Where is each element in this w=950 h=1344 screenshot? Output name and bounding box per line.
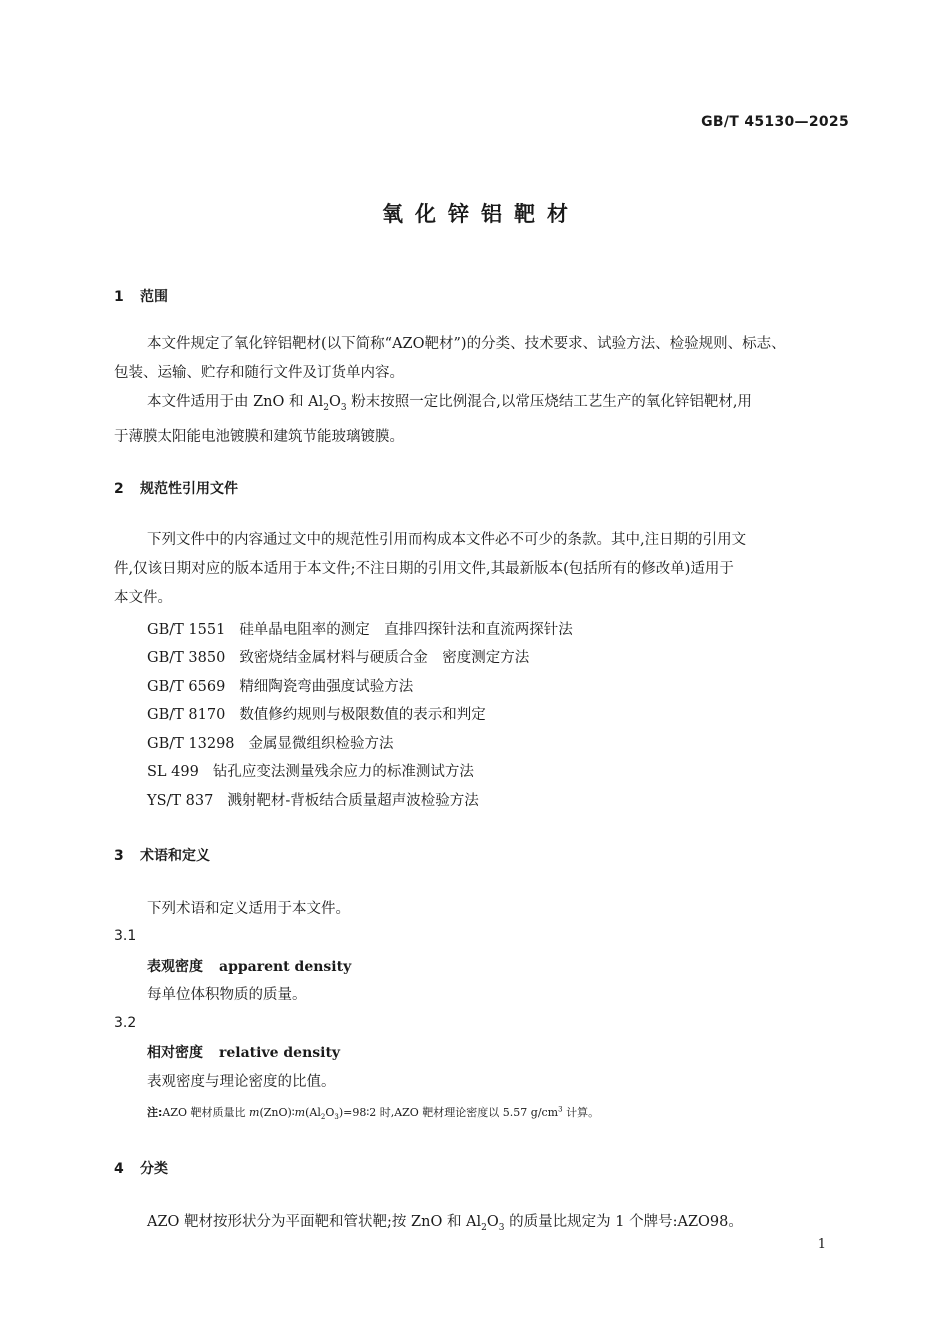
term-chinese: 表观密度 (147, 959, 203, 975)
section-1-paragraph-2 (114, 388, 852, 452)
section-4-paragraph (147, 1210, 743, 1233)
term-chinese: 相对密度 (147, 1045, 203, 1061)
reference-code: GB/T 8170 (147, 707, 226, 723)
reference-item (147, 703, 486, 724)
section-title: 分类 (140, 1161, 168, 1177)
text-run: 本文件适用于由 ZnO 和 Al (147, 394, 324, 410)
section-1-heading (114, 286, 168, 306)
reference-code: YS/T 837 (147, 793, 214, 809)
note-label: 注: (147, 1106, 163, 1119)
reference-title: 溅射靶材-背板结合质量超声波检验方法 (227, 793, 479, 809)
reference-title: 精细陶瓷弯曲强度试验方法 (239, 679, 414, 695)
reference-item (147, 789, 479, 810)
section-3-heading (114, 845, 210, 865)
subscript: 2 (481, 1222, 487, 1233)
text-line (114, 388, 852, 423)
reference-title: 金属显微组织检验方法 (248, 736, 394, 752)
text-run: O (486, 1214, 499, 1230)
page-number: 1 (817, 1237, 826, 1252)
term-number: 3.1 (114, 928, 137, 944)
section-title: 术语和定义 (140, 848, 210, 864)
subscript: 3 (334, 1113, 339, 1122)
reference-code: GB/T 1551 (147, 622, 226, 638)
term-definition: 每单位体积物质的质量。 (147, 987, 307, 1003)
superscript: 3 (558, 1105, 563, 1114)
term-english: relative density (219, 1045, 341, 1061)
reference-title: 致密烧结金属材料与硬质合金 密度测定方法 (239, 650, 530, 666)
section-title: 范围 (140, 289, 168, 305)
section-4-heading (114, 1158, 168, 1178)
reference-code: GB/T 3850 (147, 650, 226, 666)
reference-title: 数值修约规则与极限数值的表示和判定 (239, 707, 486, 723)
term-definition: 表观密度与理论密度的比值。 (147, 1074, 336, 1090)
section-2-paragraph-1 (114, 526, 852, 613)
subscript: 3 (340, 402, 347, 413)
term-english: apparent density (219, 959, 352, 975)
text-run: O (325, 1106, 335, 1119)
section-1-paragraph-1 (114, 330, 852, 388)
text-line: 包装、运输、贮存和随行文件及订货单内容。 (114, 365, 404, 381)
reference-item (147, 760, 474, 781)
section-title: 规范性引用文件 (140, 481, 238, 497)
text-run: 的质量比规定为 1 个牌号:AZO98。 (504, 1214, 743, 1230)
standard-number: GB/T 45130—2025 (701, 114, 849, 130)
term-heading (147, 956, 351, 976)
reference-title: 钻孔应变法测量残余应力的标准测试方法 (212, 764, 474, 780)
section-2-heading (114, 478, 238, 498)
note (147, 1104, 599, 1121)
text-run: )=98∶2 时,AZO 靶材理论密度以 5.57 g/cm (338, 1106, 559, 1119)
text-run: O (328, 394, 341, 410)
section-number: 3 (114, 848, 124, 864)
section-number: 4 (114, 1161, 124, 1177)
reference-item (147, 732, 394, 753)
section-number: 1 (114, 289, 124, 305)
text-run: AZO 靶材质量比 (162, 1106, 250, 1119)
italic-symbol: m (249, 1106, 260, 1119)
subscript: 2 (320, 1113, 326, 1122)
section-3-intro: 下列术语和定义适用于本文件。 (147, 901, 350, 917)
subscript: 2 (323, 402, 329, 413)
text-run: 粉末按照一定比例混合,以常压烧结工艺生产的氧化锌铝靶材,用 (346, 394, 752, 410)
document-title: 氧化锌铝靶材 (382, 202, 580, 226)
text-run: AZO 靶材按形状分为平面靶和管状靶;按 ZnO 和 Al (147, 1214, 482, 1230)
term-heading (147, 1042, 340, 1062)
text-line: 件,仅该日期对应的版本适用于本文件;不注日期的引用文件,其最新版本(包括所有的修改单)适用于 (114, 561, 734, 577)
italic-symbol: m (294, 1106, 306, 1119)
text-run: 计算。 (562, 1106, 600, 1119)
reference-code: SL 499 (147, 764, 199, 780)
reference-item (147, 618, 573, 639)
reference-title: 硅单晶电阻率的测定 直排四探针法和直流两探针法 (239, 622, 573, 638)
reference-code: GB/T 13298 (147, 736, 235, 752)
text-line: 本文件。 (114, 590, 172, 606)
section-number: 2 (114, 481, 124, 497)
reference-item (147, 646, 529, 667)
text-line: 于薄膜太阳能电池镀膜和建筑节能玻璃镀膜。 (114, 428, 404, 445)
text-line: 下列文件中的内容通过文中的规范性引用而构成本文件必不可少的条款。其中,注日期的引用文 (147, 532, 747, 548)
reference-code: GB/T 6569 (147, 679, 226, 695)
text-run: (ZnO)∶ (259, 1106, 295, 1119)
text-line: 本文件规定了氧化锌铝靶材(以下简称“AZO靶材”)的分类、技术要求、试验方法、检验规则、标志、 (147, 336, 786, 352)
reference-item (147, 675, 413, 696)
term-number: 3.2 (114, 1015, 137, 1031)
text-run: (Al (305, 1106, 321, 1119)
subscript: 3 (498, 1222, 505, 1233)
